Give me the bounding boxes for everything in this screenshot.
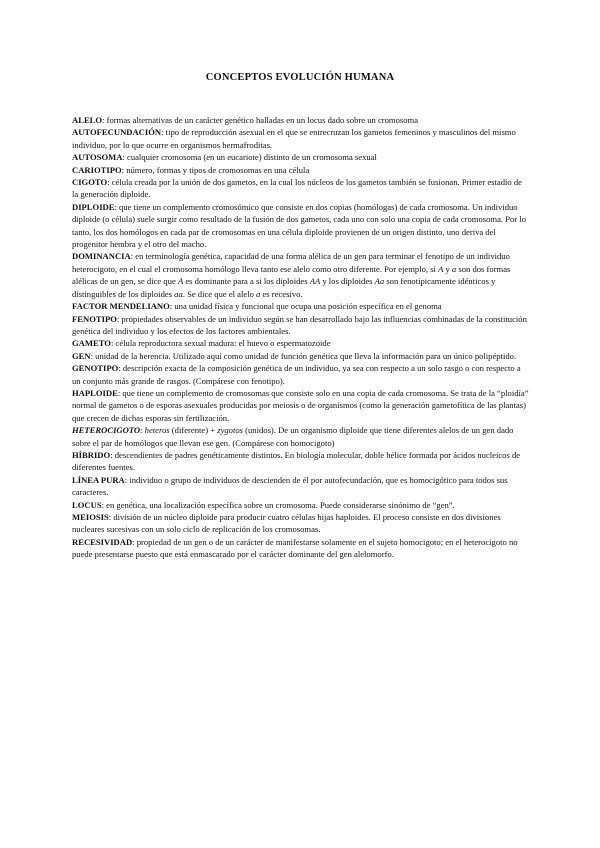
glossary-term: FENOTIPO bbox=[72, 313, 117, 324]
glossary-definition: es recesivo. bbox=[260, 288, 303, 299]
genotype-symbol: aa bbox=[174, 288, 183, 299]
glossary-definition: : cualquier cromosoma (en un eucariote) distinto de un cromosoma sexual bbox=[122, 152, 377, 163]
glossary-entry-fenotipo bbox=[72, 313, 530, 338]
glossary-entry-autosoma bbox=[72, 151, 530, 163]
glossary-definition: : célula creada por la unión de dos gametos, en la cual los núcleos de los gametos también se fusionan. Primer estadío de la generación diploide. bbox=[72, 177, 522, 200]
glossary-term: LÍNEA PURA bbox=[72, 474, 125, 485]
glossary-term: HAPLOIDE bbox=[72, 387, 118, 398]
allele-symbol: a bbox=[451, 263, 457, 274]
glossary-entry-locus bbox=[72, 499, 530, 511]
glossary-body bbox=[72, 114, 530, 561]
glossary-entry-factor-mendeliano bbox=[72, 300, 530, 312]
glossary-definition: : una unidad física y funcional que ocupa una posición específica en el genoma bbox=[169, 301, 442, 312]
glossary-term: GEN bbox=[72, 350, 91, 361]
glossary-term: GENOTIPO bbox=[72, 363, 119, 374]
glossary-definition: : formas alternativas de un carácter genético halladas en un locus dado sobre un cromosoma bbox=[102, 115, 419, 125]
genotype-symbol: Aa bbox=[374, 276, 385, 287]
glossary-term: HÍBRIDO bbox=[72, 449, 111, 460]
glossary-entry-linea-pura bbox=[72, 474, 530, 499]
glossary-term: DOMINANCIA bbox=[72, 251, 131, 262]
glossary-definition: : propiedades observables de un individuo según se han desarrollado bajo las influencias combinadas de la constitución genética del individuo y los efectos de los factores ambientales. bbox=[72, 313, 527, 336]
glossary-entry-gameto bbox=[72, 337, 530, 349]
etymology-word: zygotos bbox=[217, 425, 243, 436]
glossary-definition: : bbox=[140, 425, 145, 436]
glossary-definition: es dominante para a si los diploides bbox=[183, 276, 310, 287]
glossary-entry-alelo bbox=[72, 114, 530, 126]
glossary-term: DIPLOIDE bbox=[72, 201, 115, 212]
genotype-symbol: AA bbox=[309, 276, 321, 287]
allele-symbol: a bbox=[256, 288, 261, 299]
glossary-definition: y bbox=[443, 263, 452, 274]
glossary-entry-recesividad bbox=[72, 536, 530, 561]
glossary-term: AUTOSOMA bbox=[72, 152, 123, 163]
glossary-entry-autofecundacion bbox=[72, 126, 530, 151]
glossary-term: HETEROCIGOTO bbox=[72, 425, 141, 436]
etymology-word: heteros bbox=[144, 425, 170, 436]
glossary-definition: son dos formas alélicas de un gen, se dice que bbox=[72, 263, 511, 287]
glossary-term: LOCUS bbox=[72, 499, 102, 510]
glossary-definition: : tipo de reproducción asexual en el que se entrecruzan los gametos femeninos y masculinos del mismo individuo, por lo que ocurre en organismos hermafroditas. bbox=[72, 127, 516, 150]
glossary-definition: . Se dice que el alelo bbox=[182, 288, 257, 299]
glossary-entry-dominancia bbox=[72, 250, 530, 300]
glossary-entry-diploide bbox=[72, 201, 530, 251]
glossary-term: FACTOR MENDELIANO bbox=[72, 301, 170, 312]
glossary-definition: : que tiene un complemento cromosómico que consiste en dos copias (homólogas) de cada cromosoma. Un individuo diploide (o célula) suele surgir como resultado de la fusión de dos gametos, cada uno con solo una copia de cada cromosoma. Por lo tanto, los dos homólogos en cada par de cromosomas en una célula diploide provienen de un origen distinto, uno deriva del progenitor hembra y el otro del macho. bbox=[72, 201, 526, 250]
glossary-entry-gen bbox=[72, 350, 530, 362]
allele-symbol: A bbox=[438, 263, 444, 274]
glossary-entry-genotipo bbox=[72, 362, 530, 387]
glossary-term: GAMETO bbox=[72, 338, 111, 349]
glossary-definition: : descendientes de padres genéticamente distintos. En biología molecular, doble hélice formada por ácidos nucleicos de diferentes fuentes. bbox=[72, 449, 521, 473]
glossary-definition: : número, formas y tipos de cromosomas en una célula bbox=[121, 164, 310, 175]
glossary-definition: son fenotípicamente idénticos y distinguibles de los diploides bbox=[72, 276, 496, 299]
allele-symbol: A bbox=[177, 276, 184, 287]
glossary-definition: : división de un núcleo diploide para producir cuatro células hijas haploides. El proceso consiste en dos divisiones nucleares sucesivas con un solo ciclo de replicación de los cromosomas. bbox=[72, 512, 501, 535]
glossary-definition: : en genética, una localización específica sobre un cromosoma. Puede considerarse sinónimo de “gen”. bbox=[101, 499, 455, 510]
glossary-entry-haploide bbox=[72, 387, 530, 424]
glossary-entry-cigoto bbox=[72, 176, 530, 201]
glossary-entry-hibrido bbox=[72, 449, 530, 474]
glossary-term: AUTOFECUNDACIÓN bbox=[72, 127, 162, 138]
glossary-entry-cariotipo bbox=[72, 164, 530, 176]
glossary-definition: (unidos). De un organismo diploide que tiene diferentes alelos de un gen dado sobre el par de homólogos que llevan ese gen. (Compárese con homocigoto) bbox=[72, 425, 514, 448]
glossary-entry-heterocigoto bbox=[72, 424, 530, 449]
glossary-term: RECESIVIDAD bbox=[72, 536, 133, 547]
glossary-definition: : unidad de la herencia. Utilizado aquí como unidad de función genética que lleva la información para un único polipéptido. bbox=[90, 350, 517, 361]
glossary-definition: : propiedad de un gen o de un carácter de manifestarse solamente en el sujeto homocigoto; en el heterocigoto no puede presentarse puesto que está enmascarado por el carácter dominante del gen alelomorfo. bbox=[72, 536, 518, 560]
glossary-definition: : en terminología genética, capacidad de una forma alélica de un gen para terminar el fenotipo de un individuo heterocigoto, en el cual el cromosoma homólogo lleva tanto ese alelo como otro diferente. Por ejemplo, si bbox=[72, 251, 510, 274]
glossary-term: ALELO bbox=[72, 115, 103, 125]
glossary-entry-meiosis bbox=[72, 511, 530, 536]
glossary-definition: : que tiene un complemento de cromosomas que consiste solo en una copia de cada cromosoma. Se trata de la “ploidía” normal de gametos o de esporas asexuales producidas por meiosis o de organismos (como la generación gametofítica de las plantas) que crecen de dichas esporas sin fertilización. bbox=[72, 387, 529, 423]
glossary-term: MEIOSIS bbox=[72, 512, 109, 522]
glossary-term: CARIOTIPO bbox=[72, 164, 122, 175]
document-title: CONCEPTOS EVOLUCIÓN HUMANA bbox=[205, 72, 395, 83]
glossary-term: CIGOTO bbox=[72, 177, 108, 188]
glossary-definition: (diferente) + bbox=[169, 425, 218, 436]
glossary-definition: : individuo o grupo de individuos de descienden de él por autofecundación, que es homocigótico para todos sus caracteres. bbox=[72, 474, 508, 498]
glossary-definition: y los diploides bbox=[320, 276, 375, 287]
glossary-definition: : célula reproductora sexual madura: el huevo o espermatozoide bbox=[111, 338, 331, 349]
glossary-definition: : descripción exacta de la composición genética de un individuo, ya sea con respecto a un solo rasgo o con respecto a un conjunto más grande de rasgos. (Compárese con fenotipo). bbox=[72, 363, 521, 386]
